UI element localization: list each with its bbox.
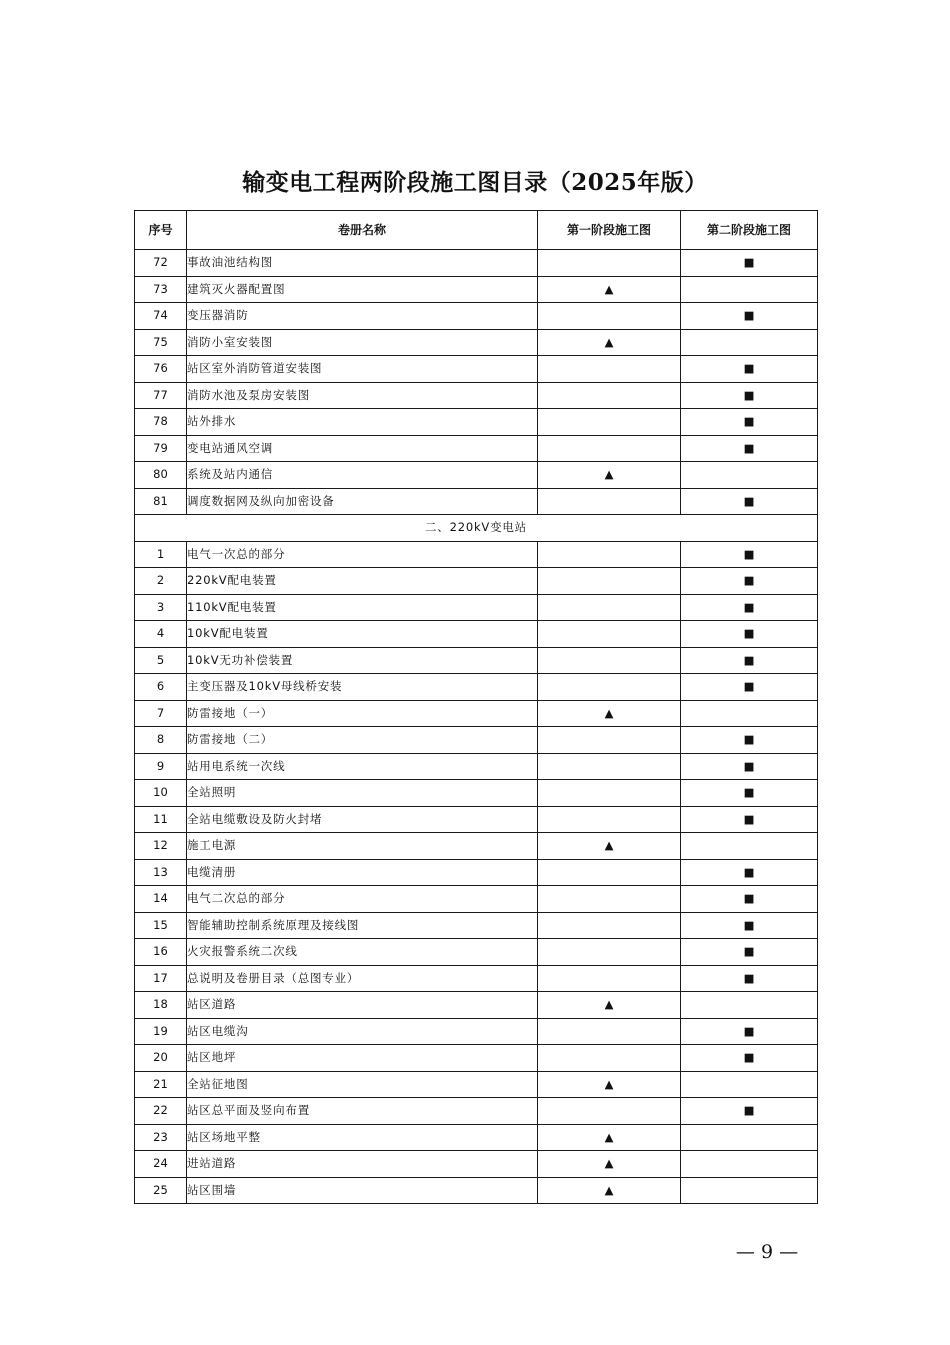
page-number: — 9 — <box>735 1241 799 1263</box>
serial-number-cell: 75 <box>135 329 187 356</box>
stage-two-mark: ■ <box>681 912 818 939</box>
stage-one-mark <box>538 674 681 701</box>
stage-one-mark <box>538 303 681 330</box>
volume-name-cell: 总说明及卷册目录（总图专业） <box>187 965 538 992</box>
serial-number-cell: 77 <box>135 382 187 409</box>
serial-number-cell: 3 <box>135 594 187 621</box>
volume-name-cell: 事故油池结构图 <box>187 250 538 277</box>
stage-two-mark: ■ <box>681 488 818 515</box>
page-title: 输变电工程两阶段施工图目录（2025年版） <box>242 169 708 196</box>
table-row <box>135 965 818 992</box>
volume-name-cell: 全站征地图 <box>187 1071 538 1098</box>
serial-number-cell: 4 <box>135 621 187 648</box>
stage-one-mark <box>538 939 681 966</box>
stage-one-mark <box>538 488 681 515</box>
table-row <box>135 1151 818 1178</box>
serial-number-cell: 76 <box>135 356 187 383</box>
volume-name-cell: 站区道路 <box>187 992 538 1019</box>
stage-two-mark: ■ <box>681 859 818 886</box>
stage-one-mark <box>538 1045 681 1072</box>
serial-number-cell: 5 <box>135 647 187 674</box>
serial-number-cell: 14 <box>135 886 187 913</box>
volume-name-cell: 防雷接地（二） <box>187 727 538 754</box>
stage-one-mark <box>538 356 681 383</box>
serial-number-cell: 72 <box>135 250 187 277</box>
stage-two-mark: ■ <box>681 435 818 462</box>
serial-number-cell: 16 <box>135 939 187 966</box>
volume-name-cell: 站区室外消防管道安装图 <box>187 356 538 383</box>
stage-one-mark: ▲ <box>538 1177 681 1204</box>
table-row <box>135 356 818 383</box>
stage-two-mark: ■ <box>681 356 818 383</box>
serial-number-cell: 12 <box>135 833 187 860</box>
stage-two-mark <box>681 700 818 727</box>
table-row <box>135 674 818 701</box>
serial-number-cell: 78 <box>135 409 187 436</box>
stage-one-mark <box>538 1018 681 1045</box>
table-row <box>135 912 818 939</box>
serial-number-cell: 73 <box>135 276 187 303</box>
stage-two-mark <box>681 1177 818 1204</box>
serial-number-cell: 13 <box>135 859 187 886</box>
stage-two-mark: ■ <box>681 303 818 330</box>
table-body <box>135 250 818 1204</box>
volume-name-cell: 站区围墙 <box>187 1177 538 1204</box>
volume-name-cell: 站外排水 <box>187 409 538 436</box>
table-row <box>135 833 818 860</box>
stage-two-mark: ■ <box>681 886 818 913</box>
drawing-catalog-table <box>134 210 818 1204</box>
stage-two-mark <box>681 1071 818 1098</box>
table-row <box>135 435 818 462</box>
stage-two-mark: ■ <box>681 727 818 754</box>
stage-two-mark: ■ <box>681 780 818 807</box>
serial-number-cell: 17 <box>135 965 187 992</box>
table-row <box>135 806 818 833</box>
volume-name-cell: 防雷接地（一） <box>187 700 538 727</box>
stage-two-mark: ■ <box>681 1018 818 1045</box>
stage-two-mark: ■ <box>681 382 818 409</box>
serial-number-cell: 21 <box>135 1071 187 1098</box>
stage-one-mark: ▲ <box>538 329 681 356</box>
volume-name-cell: 消防小室安装图 <box>187 329 538 356</box>
stage-one-mark <box>538 965 681 992</box>
stage-one-mark: ▲ <box>538 833 681 860</box>
stage-one-mark: ▲ <box>538 992 681 1019</box>
stage-one-mark <box>538 753 681 780</box>
stage-two-mark <box>681 1124 818 1151</box>
volume-name-cell: 全站照明 <box>187 780 538 807</box>
volume-name-cell: 施工电源 <box>187 833 538 860</box>
serial-number-cell: 10 <box>135 780 187 807</box>
volume-name-cell: 220kV配电装置 <box>187 568 538 595</box>
stage-two-mark: ■ <box>681 753 818 780</box>
stage-one-mark <box>538 780 681 807</box>
stage-one-mark <box>538 541 681 568</box>
stage-one-mark <box>538 409 681 436</box>
table-row <box>135 541 818 568</box>
stage-two-mark: ■ <box>681 621 818 648</box>
serial-number-cell: 18 <box>135 992 187 1019</box>
stage-one-mark <box>538 594 681 621</box>
stage-two-mark: ■ <box>681 939 818 966</box>
stage-one-mark: ▲ <box>538 276 681 303</box>
stage-one-mark <box>538 806 681 833</box>
table-row <box>135 488 818 515</box>
volume-name-cell: 电气二次总的部分 <box>187 886 538 913</box>
volume-name-cell: 站用电系统一次线 <box>187 753 538 780</box>
stage-two-mark <box>681 833 818 860</box>
stage-two-mark: ■ <box>681 965 818 992</box>
table-row <box>135 780 818 807</box>
table-row <box>135 700 818 727</box>
volume-name-cell: 110kV配电装置 <box>187 594 538 621</box>
table-row <box>135 647 818 674</box>
table-row <box>135 859 818 886</box>
stage-one-mark <box>538 382 681 409</box>
stage-two-mark: ■ <box>681 250 818 277</box>
serial-number-cell: 20 <box>135 1045 187 1072</box>
table-row <box>135 727 818 754</box>
volume-name-cell: 变电站通风空调 <box>187 435 538 462</box>
serial-number-cell: 22 <box>135 1098 187 1125</box>
serial-number-cell: 23 <box>135 1124 187 1151</box>
stage-one-mark: ▲ <box>538 462 681 489</box>
stage-one-mark: ▲ <box>538 1124 681 1151</box>
serial-number-cell: 25 <box>135 1177 187 1204</box>
volume-name-cell: 电缆清册 <box>187 859 538 886</box>
stage-two-mark: ■ <box>681 409 818 436</box>
stage-two-mark: ■ <box>681 674 818 701</box>
volume-name-cell: 站区地坪 <box>187 1045 538 1072</box>
stage-two-mark: ■ <box>681 806 818 833</box>
table-row <box>135 594 818 621</box>
stage-two-mark: ■ <box>681 1098 818 1125</box>
volume-name-cell: 变压器消防 <box>187 303 538 330</box>
table-row <box>135 382 818 409</box>
header-stage-two: 第二阶段施工图 <box>681 211 818 250</box>
table-row <box>135 329 818 356</box>
stage-one-mark <box>538 727 681 754</box>
volume-name-cell: 建筑灭火器配置图 <box>187 276 538 303</box>
volume-name-cell: 进站道路 <box>187 1151 538 1178</box>
stage-two-mark <box>681 1151 818 1178</box>
table-row <box>135 568 818 595</box>
stage-one-mark <box>538 250 681 277</box>
volume-name-cell: 10kV配电装置 <box>187 621 538 648</box>
volume-name-cell: 消防水池及泵房安装图 <box>187 382 538 409</box>
stage-two-mark: ■ <box>681 541 818 568</box>
serial-number-cell: 7 <box>135 700 187 727</box>
stage-one-mark: ▲ <box>538 1151 681 1178</box>
section-title: 二、220kV变电站 <box>135 515 818 542</box>
volume-name-cell: 站区总平面及竖向布置 <box>187 1098 538 1125</box>
stage-one-mark <box>538 886 681 913</box>
stage-two-mark: ■ <box>681 647 818 674</box>
table-row <box>135 1045 818 1072</box>
serial-number-cell: 79 <box>135 435 187 462</box>
table-row <box>135 1124 818 1151</box>
volume-name-cell: 10kV无功补偿装置 <box>187 647 538 674</box>
serial-number-cell: 24 <box>135 1151 187 1178</box>
volume-name-cell: 站区场地平整 <box>187 1124 538 1151</box>
serial-number-cell: 19 <box>135 1018 187 1045</box>
table-row <box>135 939 818 966</box>
table-row <box>135 250 818 277</box>
header-volume-name: 卷册名称 <box>187 211 538 250</box>
volume-name-cell: 全站电缆敷设及防火封堵 <box>187 806 538 833</box>
table-row <box>135 276 818 303</box>
stage-two-mark: ■ <box>681 1045 818 1072</box>
table-row <box>135 886 818 913</box>
stage-two-mark <box>681 329 818 356</box>
volume-name-cell: 火灾报警系统二次线 <box>187 939 538 966</box>
stage-one-mark <box>538 912 681 939</box>
serial-number-cell: 11 <box>135 806 187 833</box>
serial-number-cell: 15 <box>135 912 187 939</box>
table-row <box>135 409 818 436</box>
stage-one-mark <box>538 435 681 462</box>
header-serial-number: 序号 <box>135 211 187 250</box>
serial-number-cell: 2 <box>135 568 187 595</box>
stage-two-mark: ■ <box>681 568 818 595</box>
table-row <box>135 1098 818 1125</box>
stage-one-mark <box>538 859 681 886</box>
section-row <box>135 515 818 542</box>
table-row <box>135 462 818 489</box>
stage-two-mark <box>681 276 818 303</box>
serial-number-cell: 9 <box>135 753 187 780</box>
table-row <box>135 303 818 330</box>
header-stage-one: 第一阶段施工图 <box>538 211 681 250</box>
stage-one-mark <box>538 1098 681 1125</box>
volume-name-cell: 电气一次总的部分 <box>187 541 538 568</box>
stage-one-mark <box>538 647 681 674</box>
stage-one-mark <box>538 568 681 595</box>
table-header-row <box>135 211 818 250</box>
stage-one-mark: ▲ <box>538 1071 681 1098</box>
stage-two-mark <box>681 992 818 1019</box>
table-row <box>135 1177 818 1204</box>
volume-name-cell: 调度数据网及纵向加密设备 <box>187 488 538 515</box>
serial-number-cell: 80 <box>135 462 187 489</box>
serial-number-cell: 8 <box>135 727 187 754</box>
stage-two-mark: ■ <box>681 594 818 621</box>
stage-one-mark <box>538 621 681 648</box>
volume-name-cell: 系统及站内通信 <box>187 462 538 489</box>
table-row <box>135 1071 818 1098</box>
serial-number-cell: 1 <box>135 541 187 568</box>
stage-one-mark: ▲ <box>538 700 681 727</box>
serial-number-cell: 81 <box>135 488 187 515</box>
serial-number-cell: 74 <box>135 303 187 330</box>
stage-two-mark <box>681 462 818 489</box>
volume-name-cell: 站区电缆沟 <box>187 1018 538 1045</box>
volume-name-cell: 主变压器及10kV母线桥安装 <box>187 674 538 701</box>
serial-number-cell: 6 <box>135 674 187 701</box>
volume-name-cell: 智能辅助控制系统原理及接线图 <box>187 912 538 939</box>
table-row <box>135 992 818 1019</box>
table-row <box>135 753 818 780</box>
table-row <box>135 621 818 648</box>
table-row <box>135 1018 818 1045</box>
